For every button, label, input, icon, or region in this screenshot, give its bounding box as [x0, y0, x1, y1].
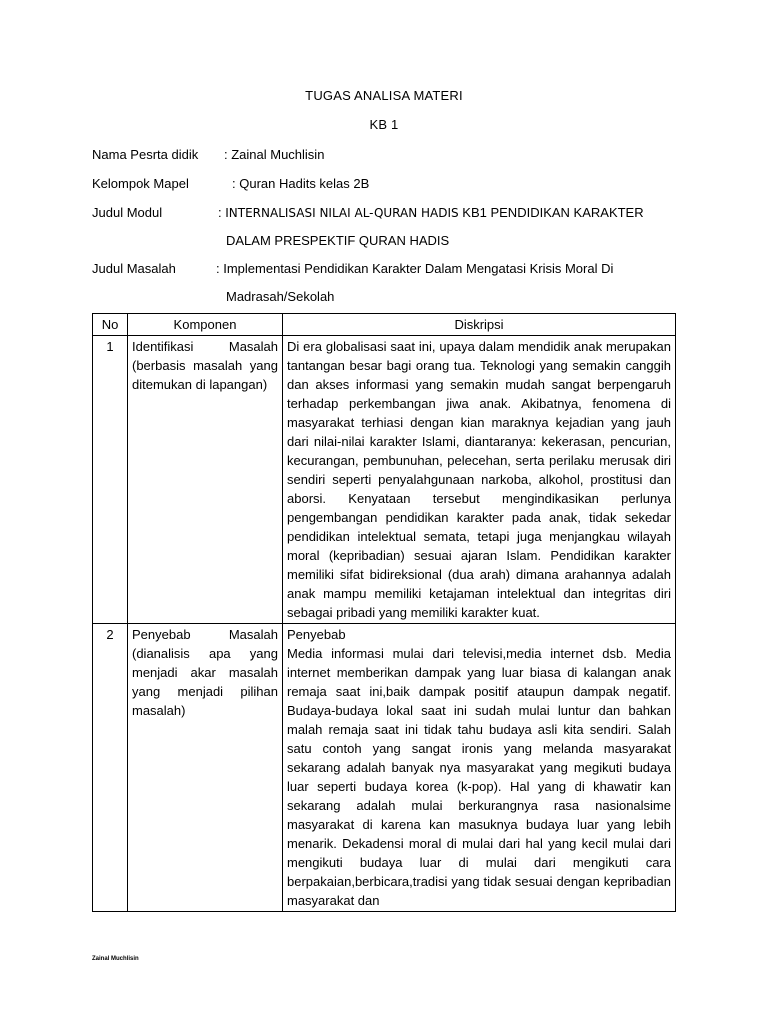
modul-label: Judul Modul: [92, 205, 163, 220]
row-deskripsi-heading: Penyebab: [287, 627, 346, 642]
document-subtitle: KB 1: [369, 117, 399, 132]
row-komponen: Identifikasi Masalah (berbasis masalah yang ditemukan di lapangan): [128, 336, 283, 624]
header-no: No: [93, 314, 128, 336]
kelompok-label: Kelompok Mapel: [92, 176, 189, 191]
masalah-label: Judul Masalah: [92, 261, 176, 276]
document-title: TUGAS ANALISA MATERI: [305, 88, 463, 103]
row-deskripsi-cell: [283, 624, 676, 912]
masalah-value-line2: Madrasah/Sekolah: [226, 289, 335, 304]
row-number: 2: [93, 624, 128, 912]
footer-author: Zainal Muchlisin: [92, 956, 139, 962]
table-row: [93, 336, 676, 624]
header-deskripsi: Diskripsi: [283, 314, 676, 336]
masalah-value: : Implementasi Pendidikan Karakter Dalam Mengatasi Krisis Moral Di: [216, 261, 614, 276]
analysis-table: [92, 313, 676, 912]
row-komponen: Penyebab Masalah (dianalisis apa yang menjadi akar masalah yang menjadi pilihan masalah): [128, 624, 283, 912]
table-row: [93, 624, 676, 912]
header-komponen: Komponen: [128, 314, 283, 336]
modul-value-part1: INTERNALISASI NILAI AL-QURAN HADIS: [225, 206, 459, 220]
row-deskripsi: Media informasi mulai dari televisi,media internet dsb. Media internet memberikan dampak yang luar biasa di kalangan anak remaja saat ini,baik dampak positif ataupun dampak negatif. Budaya-budaya lokal saat ini sudah mulai luntur dan bahkan malah remaja saat ini tidak tahu budaya asli kita sendiri. Salah satu contoh yang sangat ironis yang melanda masyarakat sekarang adalah banyak nya masyarakat yang megikuti budaya luar seperti budaya korea (k-pop). Hal yang di khawatir kan sekarang adalah mulai berkurangnya rasa nasionalsime masyarakat di karena kan masuknya budaya luar yang lebih menarik. Dekadensi moral di mulai dari hal yang kecil mulai dari mengikuti budaya luar di mulai dari mengikuti cara berpakaian,berbicara,tradisi yang tidak sesuai dengan kepribadian masyarakat dan: [287, 646, 671, 908]
modul-value-part2: KB1 PENDIDIKAN KARAKTER: [462, 205, 644, 220]
table-header-row: [93, 314, 676, 336]
nama-value: : Zainal Muchlisin: [224, 147, 325, 162]
row-deskripsi: Di era globalisasi saat ini, upaya dalam mendidik anak merupakan tantangan besar bagi orang tua. Teknologi yang semakin canggih dan akses informasi yang semakin mudah sangat berpengaruh terhadap perkembangan jiwa anak. Akibatnya, fenomena di masyarakat terhiasi dengan kian maraknya kejadian yang jauh dari nilai-nilai karakter Islami, diantaranya: kekerasan, pencurian, kecurangan, pembunuhan, pelecehan, serta perilaku merusak diri sendiri seperti penyalahgunaan narkoba, alkohol, prostitusi dan aborsi. Kenyataan tersebut mengindikasikan perlunya pengembangan pendidikan karakter pada anak, tidak sekedar pendidikan intelektual semata, tetapi juga menjangkau wilayah moral (kepribadian) sesuai ajaran Islam. Pendidikan karakter memiliki sifat bidireksional (dua arah) dimana arahannya adalah anak mampu memiliki ketajaman intelektual dan integritas diri sebagai pribadi yang memiliki karakter kuat.: [283, 336, 676, 624]
modul-value-line2: DALAM PRESPEKTIF QURAN HADIS: [226, 233, 450, 248]
kelompok-value: : Quran Hadits kelas 2B: [232, 176, 370, 191]
nama-label: Nama Pesrta didik: [92, 147, 199, 162]
modul-colon: :: [218, 205, 222, 220]
row-number: 1: [93, 336, 128, 624]
modul-value: [218, 205, 644, 220]
